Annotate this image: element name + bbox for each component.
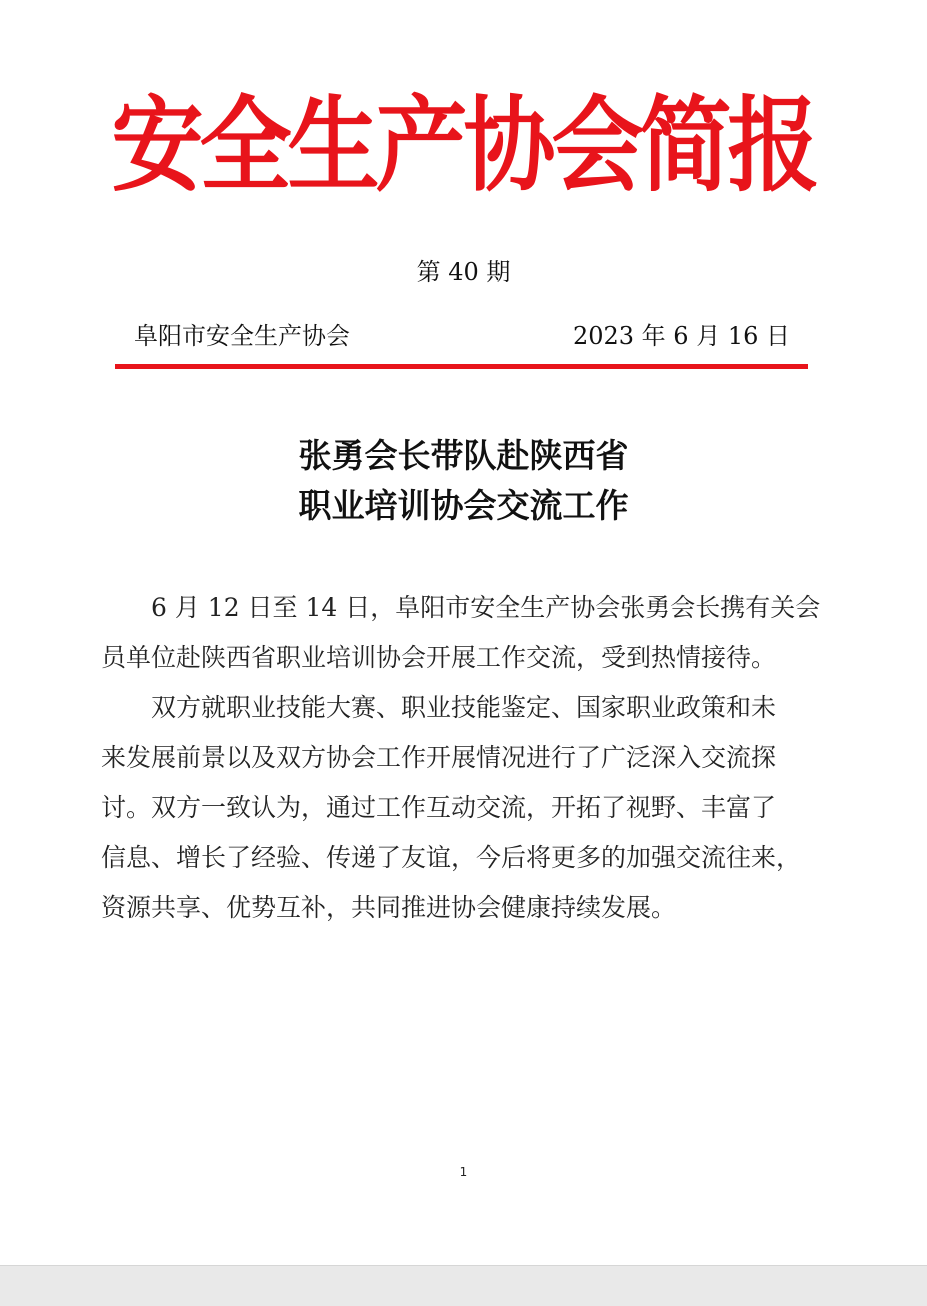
body-line: 信息、增长了经验、传递了友谊，今后将更多的加强交流往来， <box>101 843 802 872</box>
body-line: 资源共享、优势互补，共同推进协会健康持续发展。 <box>101 893 677 922</box>
article-title-line-2: 职业培训协会交流工作 <box>298 486 629 525</box>
viewer-bottom-bar <box>0 1265 927 1306</box>
issue-date: 2023 年 6 月 16 日 <box>572 322 790 350</box>
article-title-line-1: 张勇会长带队赴陕西省 <box>298 436 629 475</box>
body-line: 6 月 12 日至 14 日，阜阳市安全生产协会张勇会长携有关会 <box>151 593 821 622</box>
masthead-title: 安全生产协会简报 <box>111 85 816 206</box>
red-divider <box>115 364 808 369</box>
page-number: 1 <box>459 1165 468 1179</box>
body-line: 双方就职业技能大赛、职业技能鉴定、国家职业政策和未 <box>151 693 777 722</box>
issue-number: 第 40 期 <box>416 258 511 286</box>
body-line: 员单位赴陕西省职业培训协会开展工作交流，受到热情接待。 <box>101 643 777 672</box>
body-line: 讨。双方一致认为，通过工作互动交流，开拓了视野、丰富了 <box>101 793 777 822</box>
issuing-organization: 阜阳市安全生产协会 <box>134 322 350 350</box>
body-line: 来发展前景以及双方协会工作开展情况进行了广泛深入交流探 <box>101 743 777 772</box>
